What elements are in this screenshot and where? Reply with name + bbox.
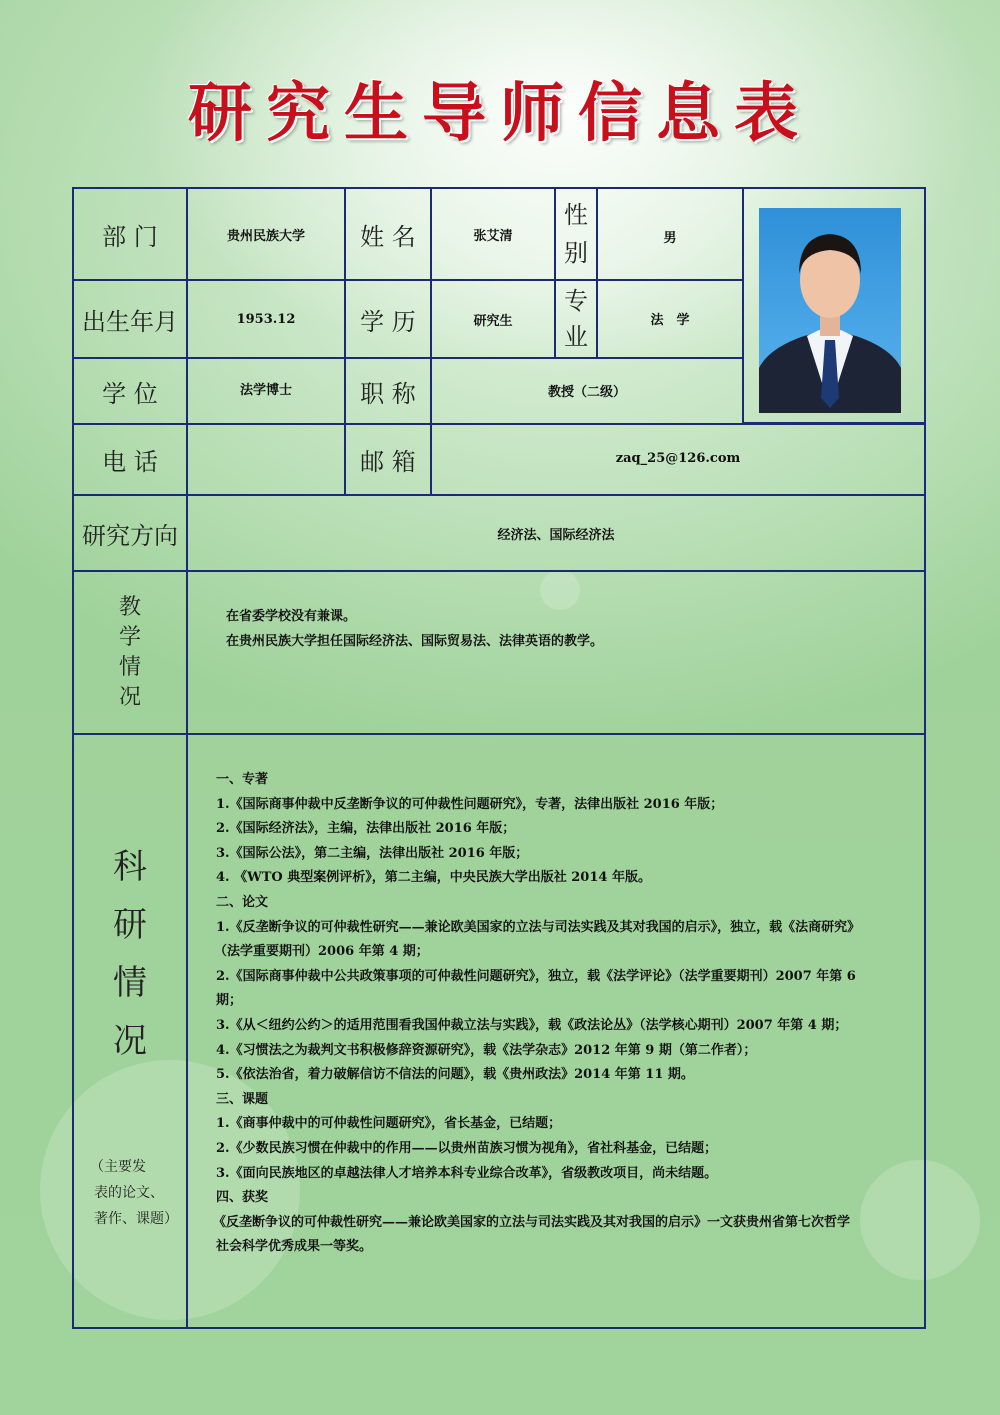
sci-line: 3.《国际公法》，第二主编，法律出版社 2016 年版；: [216, 845, 529, 861]
sci-line: 一、专著: [216, 772, 269, 787]
sci-line: 3.《面向民族地区的卓越法律人才培养本科专业综合改革》，省级教改项目，尚未结题。: [216, 1165, 718, 1181]
value-edu: 研究生: [430, 279, 556, 359]
sci-line: 期；: [216, 993, 243, 1009]
value-major: 法 学: [596, 279, 744, 359]
label-gender: 性 别: [554, 187, 598, 281]
value-gender: 男: [596, 187, 744, 281]
sci-line: 2.《少数民族习惯在仲裁中的作用——以贵州苗族习惯为视角》，省社科基金，已结题；: [216, 1141, 718, 1156]
sci-line: 4.《习惯法之为裁判文书积极修辞资源研究》，载《法学杂志》2012 年第 9 期（第二作者）；: [216, 1042, 757, 1058]
sci-line: 社会科学优秀成果一等奖。: [216, 1239, 373, 1255]
value-name: 张艾清: [430, 187, 556, 281]
sci-line: （法学重要期刊）2006 年第 4 期；: [214, 944, 429, 960]
sci-line: 2.《国际商事仲裁中公共政策事项的可仲裁性问题研究》，独立，载《法学评论》（法学重要期刊）2007 年第 6: [216, 968, 856, 984]
label-edu: 学 历: [344, 279, 432, 359]
value-phone: [186, 423, 346, 496]
label-email: 邮 箱: [344, 423, 432, 496]
teaching-line: 在省委学校没有兼课。: [226, 609, 357, 624]
label-research: 研究方向: [72, 494, 188, 572]
page-title: 研究生导师信息表: [188, 77, 812, 151]
sci-line: 四、获奖: [216, 1190, 269, 1206]
label-sci-note: （主要发 表的论文、 著作、课题）: [90, 1159, 178, 1227]
value-email: zaq_25@126.com: [430, 423, 926, 496]
teaching-line: 在贵州民族大学担任国际经济法、国际贸易法、法律英语的教学。: [226, 634, 604, 649]
value-dept: 贵州民族大学: [186, 187, 346, 281]
value-degree: 法学博士: [186, 357, 346, 425]
sci-line: 1.《商事仲裁中的可仲裁性问题研究》，省长基金，已结题；: [216, 1116, 562, 1132]
label-teaching: 教 学 情 况: [72, 570, 188, 735]
value-rank: 教授（二级）: [430, 357, 744, 425]
label-dept: 部 门: [72, 187, 188, 281]
sci-line: 《反垄断争议的可仲裁性研究——兼论欧美国家的立法与司法实践及其对我国的启示》一文获贵州省第七次哲学: [213, 1214, 851, 1230]
label-phone: 电 话: [72, 423, 188, 496]
sci-line: 3.《从＜纽约公约＞的适用范围看我国仲裁立法与实践》，载《政法论丛》（法学核心期刊）2007 年第 4 期；: [216, 1018, 848, 1033]
sci-line: 1.《国际商事仲裁中反垄断争议的可仲裁性问题研究》，专著，法律出版社 2016 年版；: [216, 796, 724, 812]
label-degree: 学 位: [72, 357, 188, 425]
sci-line: 三、课题: [216, 1091, 269, 1107]
label-rank: 职 称: [344, 357, 432, 425]
value-research: 经济法、国际经济法: [186, 494, 926, 572]
value-birth: 1953.12: [186, 279, 346, 359]
sci-line: 4. 《WTO 典型案例评析》，第二主编，中央民族大学出版社 2014 年版。: [216, 870, 651, 886]
label-name: 姓 名: [344, 187, 432, 281]
sci-line: 二、论文: [216, 895, 269, 910]
label-major: 专 业: [554, 279, 598, 359]
label-sci: 科 研 情 况: [113, 847, 147, 1061]
sci-line: 1.《反垄断争议的可仲裁性研究——兼论欧美国家的立法与司法实践及其对我国的启示》，独立，载《法商研究》: [216, 919, 861, 935]
sci-line: 5.《依法治省，着力破解信访不信法的问题》，载《贵州政法》2014 年第 11 期。: [216, 1067, 694, 1083]
portrait-photo: [759, 208, 901, 413]
sci-line: 2.《国际经济法》，主编，法律出版社 2016 年版；: [216, 821, 516, 837]
label-birth: 出生年月: [72, 279, 188, 359]
